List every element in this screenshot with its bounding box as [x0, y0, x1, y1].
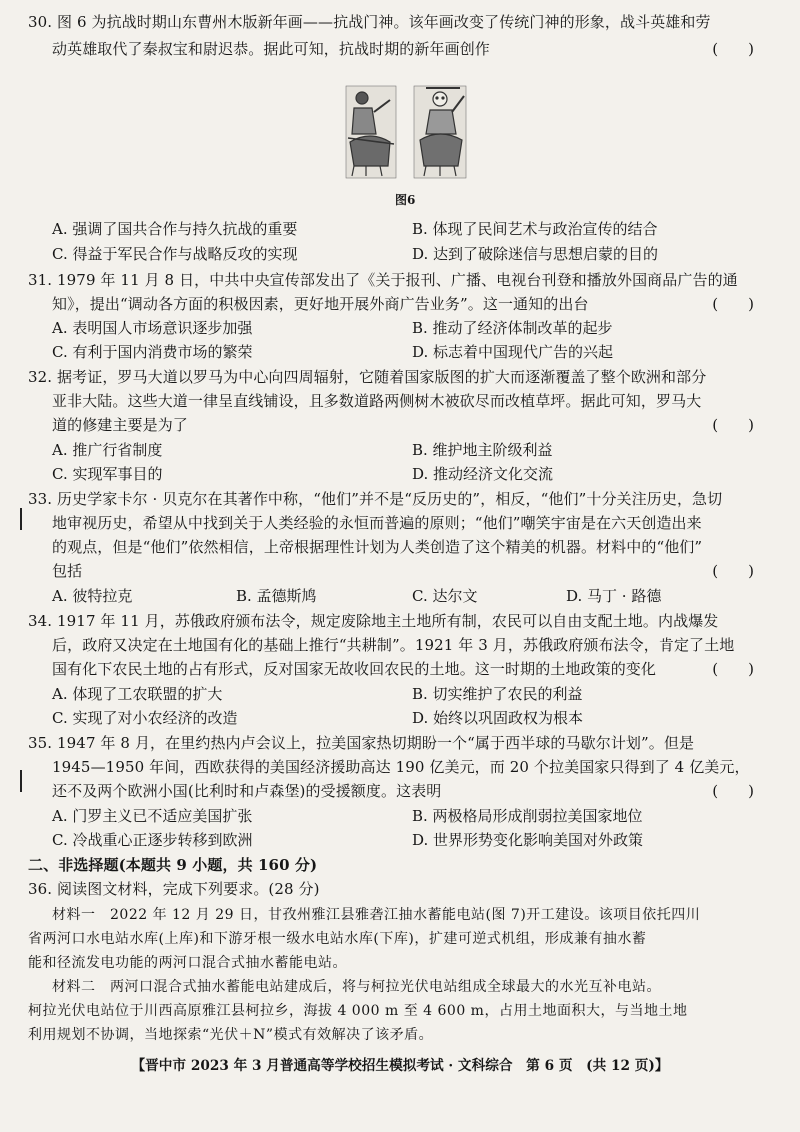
q32-option-a: A. 推广行省制度 — [52, 441, 163, 459]
q36-material1-line1: 材料一 2022 年 12 月 29 日，甘孜州雅江县雅砻江抽水蓄能电站(图 7)开工建设。该项目依托四川 — [52, 907, 701, 923]
q32-line1: 32. 据考证，罗马大道以罗马为中心向四周辐射，它随着国家版图的扩大而逐渐覆盖了整个欧洲和部分 — [28, 368, 707, 386]
q30-option-a: A. 强调了国共合作与持久抗战的重要 — [52, 220, 298, 238]
q34-option-a: A. 体现了工农联盟的扩大 — [52, 685, 223, 703]
q35-line1: 35. 1947 年 8 月，在里约热内卢会议上，拉美国家热切期盼一个“属于西半球的马歇尔计划”。但是 — [28, 734, 695, 752]
q35-answer-paren: ( ) — [712, 782, 754, 800]
q33-answer-paren: ( ) — [712, 562, 754, 580]
scan-mark — [20, 770, 22, 792]
q30-line1: 30. 图 6 为抗战时期山东曹州木版新年画——抗战门神。该年画改变了传统门神的形象，战斗英雄和劳 — [28, 13, 711, 31]
q30-line2: 动英雄取代了秦叔宝和尉迟恭。据此可知，抗战时期的新年画创作 — [52, 40, 490, 58]
q32-option-c: C. 实现军事目的 — [52, 465, 163, 483]
q33-option-a: A. 彼特拉克 — [52, 587, 133, 605]
q31-line2: 知》，提出“调动各方面的积极因素，更好地开展外商广告业务”。这一通知的出台 — [52, 295, 589, 313]
q33-line3: 的观点，但是“他们”依然相信，上帝根据理性计划为人类创造了这个精美的机器。材料中的“他们” — [52, 538, 703, 556]
q35-option-b: B. 两极格局形成削弱拉美国家地位 — [412, 807, 643, 825]
q36-stem: 36. 阅读图文材料，完成下列要求。(28 分) — [28, 880, 320, 898]
q34-line2: 后，政府又决定在土地国有化的基础上推行“共耕制”。1921 年 3 月，苏俄政府颁布法令，肯定了土地 — [52, 636, 735, 654]
page-footer: 【晋中市 2023 年 3 月普通高等学校招生模拟考试 · 文科综合 第 6 页 (共 12 页)】 — [131, 1058, 669, 1074]
q35-line3: 还不及两个欧洲小国(比利时和卢森堡)的受援额度。这表明 — [52, 782, 442, 800]
q30-answer-paren: ( ) — [712, 40, 754, 58]
q36-material2-line2: 柯拉光伏电站位于川西高原雅江县柯拉乡，海拔 4 000 m 至 4 600 m，占用土地面积大，与当地土地 — [28, 1003, 688, 1019]
figure-caption: 图6 — [395, 193, 416, 207]
q34-line1: 34. 1917 年 11 月，苏俄政府颁布法令，规定废除地主土地所有制，农民可以自由支配土地。内战爆发 — [28, 612, 719, 630]
door-god-right — [414, 86, 466, 178]
q31-option-c: C. 有利于国内消费市场的繁荣 — [52, 343, 253, 361]
scan-mark — [20, 508, 22, 530]
q31-option-d: D. 标志着中国现代广告的兴起 — [412, 343, 614, 361]
q31-answer-paren: ( ) — [712, 295, 754, 313]
door-god-left — [346, 86, 396, 178]
q33-option-c: C. 达尔文 — [412, 587, 478, 605]
q34-option-b: B. 切实维护了农民的利益 — [412, 685, 583, 703]
q33-line2: 地审视历史，希望从中找到关于人类经验的永恒而普遍的原则；“他们”嘲笑宇宙是在六天创造出来 — [52, 514, 702, 532]
q33-option-d: D. 马丁 · 路德 — [566, 587, 662, 605]
q33-line1: 33. 历史学家卡尔 · 贝克尔在其著作中称，“他们”并不是“反历史的”，相反，“他们”十分关注历史，急切 — [28, 490, 723, 508]
q32-option-b: B. 维护地主阶级利益 — [412, 441, 553, 459]
figure-6-door-gods — [340, 82, 472, 182]
q32-option-d: D. 推动经济文化交流 — [412, 465, 554, 483]
q35-line2: 1945—1950 年间，西欧获得的美国经济援助高达 190 亿美元，而 20 个拉美国家只得到了 4 亿美元， — [52, 758, 750, 776]
q33-option-b: B. 孟德斯鸠 — [236, 587, 317, 605]
q34-option-d: D. 始终以巩固政权为根本 — [412, 709, 584, 727]
q33-line4: 包括 — [52, 562, 83, 580]
q36-material2-line1: 材料二 两河口混合式抽水蓄能电站建成后，将与柯拉光伏电站组成全球最大的水光互补电站。 — [52, 979, 661, 995]
q36-material1-line2: 省两河口水电站水库(上库)和下游牙根一级水电站水库(下库)，扩建可逆式机组，形成兼有抽水蓄 — [28, 931, 647, 947]
q34-answer-paren: ( ) — [712, 660, 754, 678]
q36-material1-line3: 能和径流发电功能的两河口混合式抽水蓄能电站。 — [28, 955, 347, 971]
q34-line3: 国有化下农民土地的占有形式，反对国家无故收回农民的土地。这一时期的土地政策的变化 — [52, 660, 657, 678]
q34-option-c: C. 实现了对小农经济的改造 — [52, 709, 238, 727]
q31-option-b: B. 推动了经济体制改革的起步 — [412, 319, 613, 337]
q30-option-c: C. 得益于军民合作与战略反攻的实现 — [52, 245, 298, 263]
q30-option-d: D. 达到了破除迷信与思想启蒙的目的 — [412, 245, 659, 263]
q32-answer-paren: ( ) — [712, 416, 754, 434]
q35-option-d: D. 世界形势变化影响美国对外政策 — [412, 831, 644, 849]
q36-material2-line3: 利用规划不协调，当地探索“光伏＋N”模式有效解决了该矛盾。 — [28, 1027, 434, 1043]
q30-option-b: B. 体现了民间艺术与政治宣传的结合 — [412, 220, 658, 238]
q35-option-c: C. 冷战重心正逐步转移到欧洲 — [52, 831, 253, 849]
q35-option-a: A. 门罗主义已不适应美国扩张 — [52, 807, 253, 825]
q31-line1: 31. 1979 年 11 月 8 日，中共中央宣传部发出了《关于报刊、广播、电视台刊登和播放外国商品广告的通 — [28, 271, 738, 289]
section-heading: 二、非选择题(本题共 9 小题，共 160 分) — [28, 856, 318, 874]
q31-option-a: A. 表明国人市场意识逐步加强 — [52, 319, 253, 337]
q32-line3: 道的修建主要是为了 — [52, 416, 188, 434]
q32-line2: 亚非大陆。这些大道一律呈直线铺设，且多数道路两侧树木被砍尽而改植草坪。据此可知，罗马大 — [52, 392, 702, 410]
